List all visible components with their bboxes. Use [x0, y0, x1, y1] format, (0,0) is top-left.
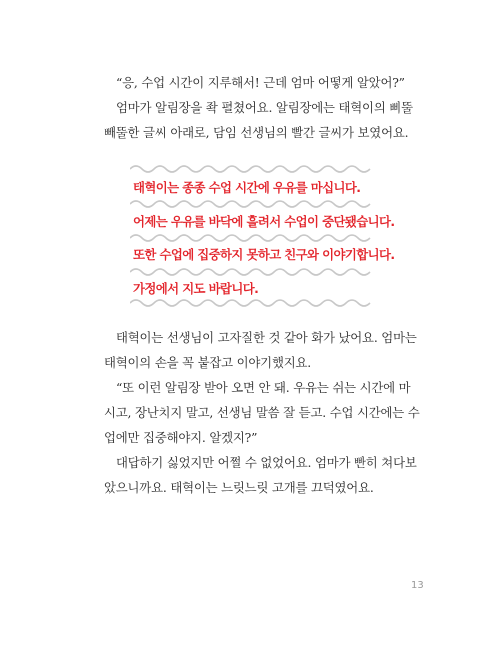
text-line: 태혁이의 손을 꼭 붙잡고 이야기했지요. — [104, 355, 312, 370]
text-line: 대답하기 싫었지만 어쩔 수 없었어요. 엄마가 빤히 쳐다보 — [116, 455, 417, 470]
text-line: 았으니까요. 태혁이는 느릿느릿 고개를 끄덕였어요. — [104, 480, 374, 495]
text-line: 태혁이는 선생님이 고자질한 것 같아 화가 났어요. 엄마는 — [116, 330, 417, 345]
page-number: 13 — [411, 580, 424, 591]
text-line: 빼뚤한 글씨 아래로, 담임 선생님의 빨간 글씨가 보였어요. — [104, 125, 409, 140]
wavy-divider — [130, 163, 374, 175]
note-line-3: 또한 수업에 집중하지 못하고 친구와 이야기합니다. — [133, 247, 395, 262]
text-line: 엄마가 알림장을 좍 펼쳤어요. 알림장에는 태혁이의 삐뚤 — [116, 100, 413, 115]
wavy-divider — [130, 266, 374, 278]
text-line: “또 이런 알림장 받아 오면 안 돼. 우유는 쉬는 시간에 마 — [116, 380, 411, 395]
wavy-divider — [130, 297, 374, 309]
wavy-divider — [130, 198, 374, 210]
text-line: 업에만 집중해야지. 알겠지?” — [104, 430, 258, 445]
note-line-2: 어제는 우유를 바닥에 흘려서 수업이 중단됐습니다. — [133, 214, 395, 229]
wavy-divider — [130, 232, 374, 244]
text-line: 시고, 장난치지 말고, 선생님 말씀 잘 듣고. 수업 시간에는 수 — [104, 405, 420, 420]
paragraph-2 — [104, 325, 420, 500]
note-line-1: 태혁이는 종종 수업 시간에 우유를 마십니다. — [133, 180, 361, 195]
note-line-4: 가정에서 지도 바랍니다. — [133, 281, 259, 296]
text-line: “응, 수업 시간이 지루해서! 근데 엄마 어떻게 알았어?” — [116, 75, 405, 90]
paragraph-1 — [104, 70, 413, 145]
